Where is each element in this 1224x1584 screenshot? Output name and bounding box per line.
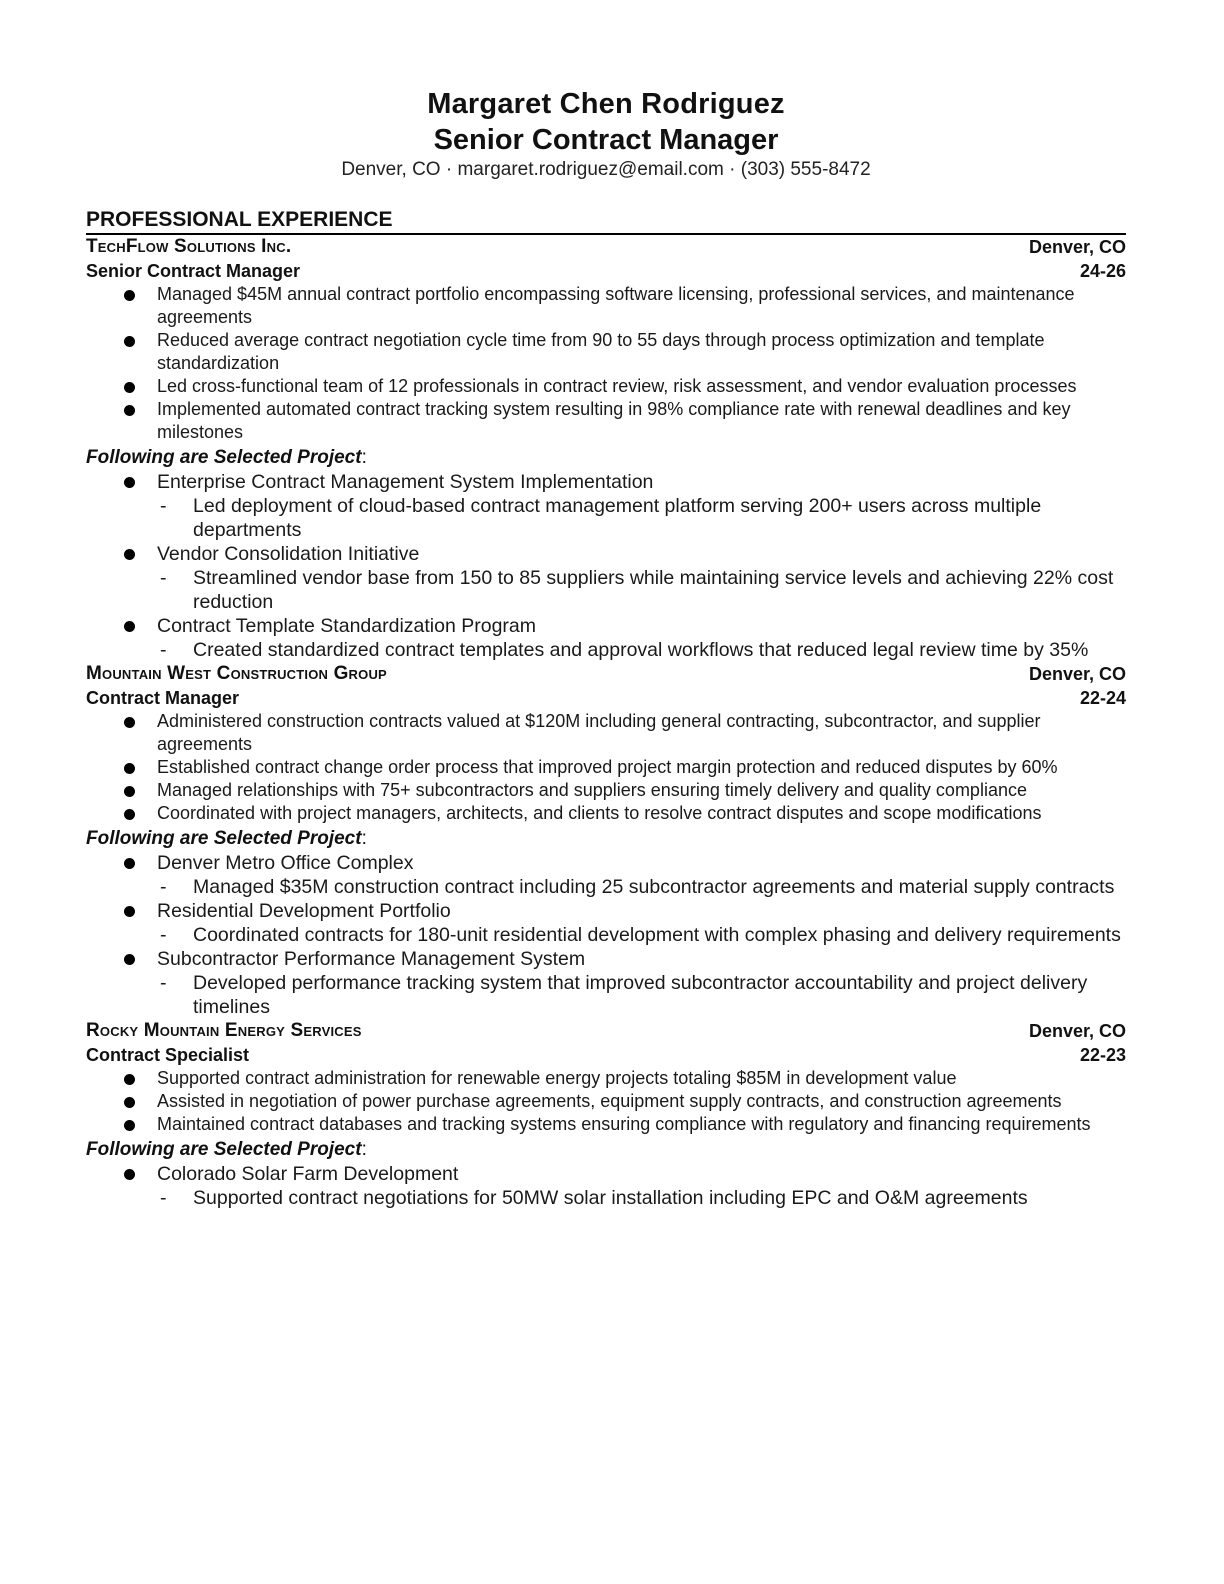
projects-label-text: Following are Selected Project xyxy=(86,828,362,849)
job-company-row xyxy=(86,235,1126,259)
resume-header xyxy=(86,86,1126,182)
contact-line: Denver, CO · margaret.rodriguez@email.com · (303) 555-8472 xyxy=(341,159,871,180)
project-detail-text: Developed performance tracking system that improved subcontractor accountability and project delivery timelines xyxy=(193,972,1088,1018)
dash-icon: - xyxy=(160,1187,167,1209)
bullet-text: Maintained contract databases and tracking systems ensuring compliance with regulatory and financing requirements xyxy=(157,1114,1091,1134)
dash-icon: - xyxy=(160,924,167,946)
bullet-text: Supported contract administration for renewable energy projects totaling $85M in development value xyxy=(157,1068,957,1088)
project-detail xyxy=(157,971,1126,1019)
bullet-icon xyxy=(124,621,135,632)
job-bullet xyxy=(86,398,1126,444)
job-role-row xyxy=(86,1043,1126,1067)
project-details xyxy=(157,923,1126,947)
job-bullet xyxy=(86,1090,1126,1113)
job-entry xyxy=(86,235,1126,662)
dash-icon: - xyxy=(160,495,167,517)
job-role: Senior Contract Manager xyxy=(86,261,301,281)
project-name: Enterprise Contract Management System Implementation xyxy=(157,471,654,493)
job-bullet xyxy=(86,802,1126,825)
job-bullets xyxy=(86,283,1126,444)
job-entry xyxy=(86,1019,1126,1210)
project-item xyxy=(86,542,1126,614)
project-detail xyxy=(157,1186,1126,1210)
bullet-icon xyxy=(124,809,135,820)
job-company: TechFlow Solutions Inc. xyxy=(86,236,292,257)
project-details xyxy=(157,971,1126,1019)
project-item xyxy=(86,614,1126,662)
bullet-icon xyxy=(124,1097,135,1108)
project-name: Denver Metro Office Complex xyxy=(157,852,414,874)
job-bullet xyxy=(86,710,1126,756)
job-bullets xyxy=(86,710,1126,825)
job-bullet xyxy=(86,283,1126,329)
dash-icon: - xyxy=(160,876,167,898)
project-item xyxy=(86,470,1126,542)
bullet-icon xyxy=(124,477,135,488)
dash-icon: - xyxy=(160,972,167,994)
job-bullet xyxy=(86,329,1126,375)
bullet-icon xyxy=(124,717,135,728)
project-item xyxy=(86,1162,1126,1210)
projects-label xyxy=(86,827,1126,851)
section-title-experience: PROFESSIONAL EXPERIENCE xyxy=(86,207,1126,235)
projects-label-text: Following are Selected Project xyxy=(86,1139,362,1160)
project-details xyxy=(157,1186,1126,1210)
bullet-text: Led cross-functional team of 12 professionals in contract review, risk assessment, and vendor evaluation processes xyxy=(157,376,1077,396)
bullet-icon xyxy=(124,549,135,560)
projects-label xyxy=(86,1138,1126,1162)
bullet-text: Coordinated with project managers, architects, and clients to resolve contract disputes and scope modifications xyxy=(157,803,1042,823)
project-list xyxy=(86,851,1126,1019)
bullet-text: Assisted in negotiation of power purchase agreements, equipment supply contracts, and construction agreements xyxy=(157,1091,1062,1111)
bullet-icon xyxy=(124,954,135,965)
job-bullet xyxy=(86,1067,1126,1090)
project-detail xyxy=(157,875,1126,899)
project-detail-text: Coordinated contracts for 180-unit residential development with complex phasing and delivery requirements xyxy=(193,924,1121,946)
project-list xyxy=(86,470,1126,662)
job-bullets xyxy=(86,1067,1126,1136)
candidate-name: Margaret Chen Rodriguez xyxy=(427,88,785,120)
bullet-icon xyxy=(124,290,135,301)
project-item xyxy=(86,947,1126,1019)
project-detail-text: Streamlined vendor base from 150 to 85 suppliers while maintaining service levels and achieving 22% cost reduction xyxy=(193,567,1114,613)
project-details xyxy=(157,875,1126,899)
job-dates: 22-23 xyxy=(1079,1045,1126,1065)
candidate-title: Senior Contract Manager xyxy=(433,124,779,156)
bullet-icon xyxy=(124,906,135,917)
project-detail xyxy=(157,494,1126,542)
job-location: Denver, CO xyxy=(1028,237,1126,257)
experience-list xyxy=(86,235,1126,1210)
bullet-icon xyxy=(124,382,135,393)
bullet-icon xyxy=(124,763,135,774)
dash-icon: - xyxy=(160,639,167,661)
project-detail xyxy=(157,638,1126,662)
project-item xyxy=(86,899,1126,947)
project-name: Residential Development Portfolio xyxy=(157,900,451,922)
bullet-text: Administered construction contracts valued at $120M including general contracting, subcontractor, and supplier agreements xyxy=(157,711,1041,754)
resume-page xyxy=(86,86,1126,1210)
projects-label-colon: : xyxy=(361,447,367,468)
projects-label-colon: : xyxy=(361,828,367,849)
project-detail xyxy=(157,923,1126,947)
project-detail-text: Managed $35M construction contract including 25 subcontractor agreements and material supply contracts xyxy=(193,876,1115,898)
bullet-text: Managed $45M annual contract portfolio encompassing software licensing, professional services, and maintenance agreements xyxy=(157,284,1075,327)
project-details xyxy=(157,494,1126,542)
job-location: Denver, CO xyxy=(1028,1021,1126,1041)
project-list xyxy=(86,1162,1126,1210)
job-company-row xyxy=(86,662,1126,686)
job-bullet xyxy=(86,756,1126,779)
bullet-icon xyxy=(124,405,135,416)
project-details xyxy=(157,638,1126,662)
project-detail-text: Led deployment of cloud-based contract management platform serving 200+ users across multiple departments xyxy=(193,495,1042,541)
job-company: Mountain West Construction Group xyxy=(86,663,387,684)
job-company-row xyxy=(86,1019,1126,1043)
bullet-icon xyxy=(124,786,135,797)
bullet-text: Managed relationships with 75+ subcontractors and suppliers ensuring timely delivery and quality compliance xyxy=(157,780,1027,800)
bullet-icon xyxy=(124,1169,135,1180)
job-bullet xyxy=(86,779,1126,802)
bullet-icon xyxy=(124,1074,135,1085)
bullet-text: Reduced average contract negotiation cycle time from 90 to 55 days through process optimization and template standardization xyxy=(157,330,1045,373)
project-detail-text: Supported contract negotiations for 50MW solar installation including EPC and O&M agreements xyxy=(193,1187,1028,1209)
project-details xyxy=(157,566,1126,614)
project-detail xyxy=(157,566,1126,614)
job-role: Contract Specialist xyxy=(86,1045,250,1065)
dash-icon: - xyxy=(160,567,167,589)
job-bullet xyxy=(86,1113,1126,1136)
job-bullet xyxy=(86,375,1126,398)
project-name: Colorado Solar Farm Development xyxy=(157,1163,459,1185)
job-role: Contract Manager xyxy=(86,688,240,708)
job-dates: 22-24 xyxy=(1079,688,1126,708)
bullet-icon xyxy=(124,858,135,869)
job-entry xyxy=(86,662,1126,1019)
projects-label xyxy=(86,446,1126,470)
bullet-icon xyxy=(124,336,135,347)
job-dates: 24-26 xyxy=(1079,261,1126,281)
project-name: Subcontractor Performance Management System xyxy=(157,948,586,970)
project-detail-text: Created standardized contract templates and approval workflows that reduced legal review time by 35% xyxy=(193,639,1089,661)
project-item xyxy=(86,851,1126,899)
job-location: Denver, CO xyxy=(1028,664,1126,684)
job-role-row xyxy=(86,686,1126,710)
bullet-text: Established contract change order process that improved project margin protection and reduced disputes by 60% xyxy=(157,757,1058,777)
bullet-icon xyxy=(124,1120,135,1131)
project-name: Contract Template Standardization Program xyxy=(157,615,537,637)
projects-label-colon: : xyxy=(361,1139,367,1160)
bullet-text: Implemented automated contract tracking system resulting in 98% compliance rate with renewal deadlines and key milestones xyxy=(157,399,1071,442)
job-company: Rocky Mountain Energy Services xyxy=(86,1020,362,1041)
project-name: Vendor Consolidation Initiative xyxy=(157,543,420,565)
job-role-row xyxy=(86,259,1126,283)
projects-label-text: Following are Selected Project xyxy=(86,447,362,468)
